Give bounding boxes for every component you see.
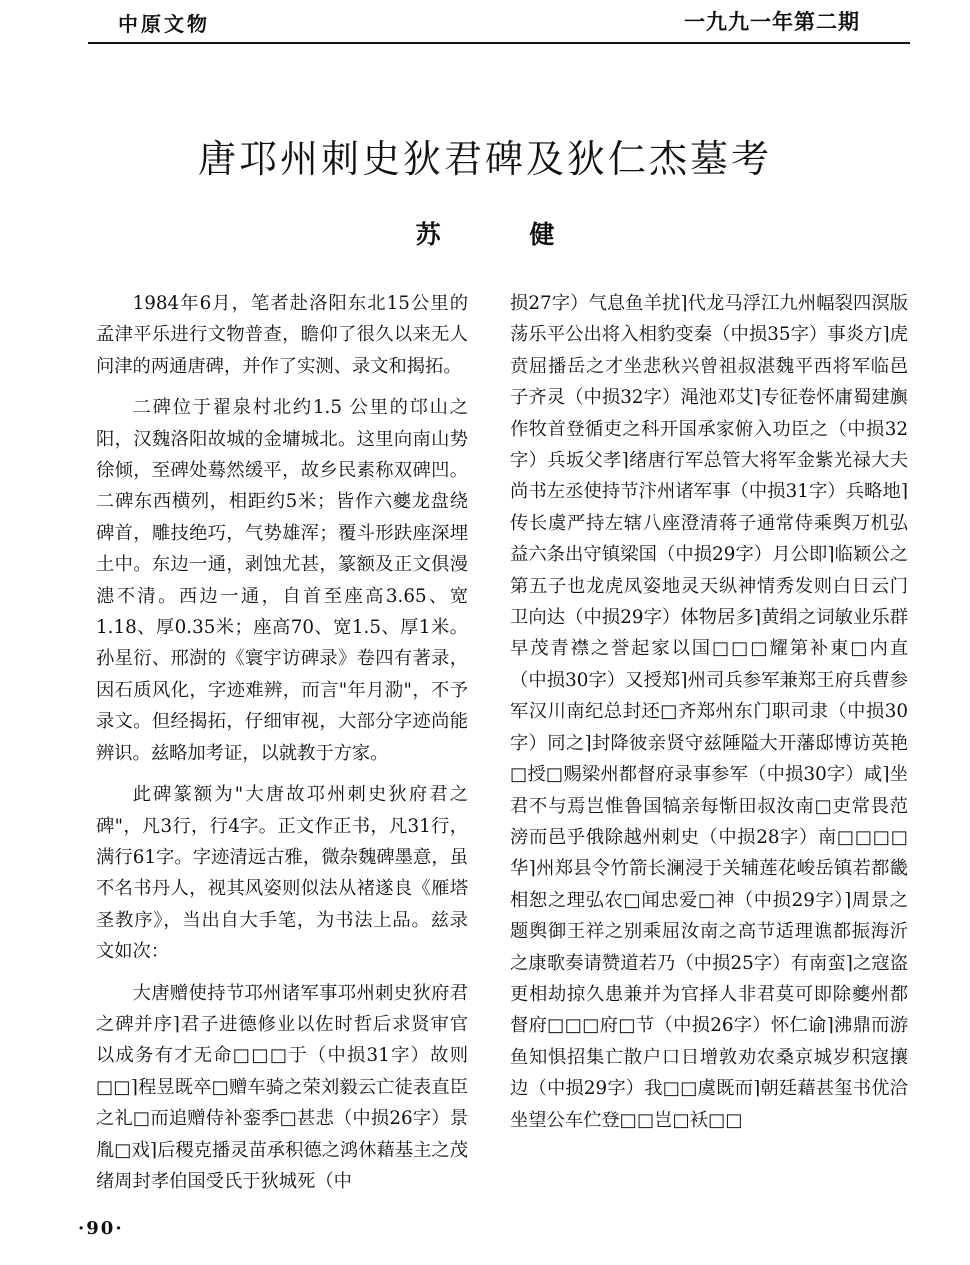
paragraph: 二碑位于翟泉村北约1.5 公里的邙山之阳，汉魏洛阳故城的金墉城北。这里向南山势徐倾，至碑处蓦然缓平，故乡民素称双碑凹。二碑东西横列，相距约5米；皆作六夔龙盘绕碑首，雕技绝巧，气势雄浑；覆斗形趺座深埋土中。东边一通，剥蚀尤甚，篆额及正文俱漫漶不清。西边一通，自首至座高3.65、宽1.18、厚0.35米；座高70、宽1.5、厚1米。孙星衍、邢澍的《寰宇访碑录》卷四有著录，因石质风化，字迹难辨，而言"年月泐"，不予录文。但经揭拓，仔细审视，大部分字迹尚能辨识。兹略加考证，以就教于方家。 (96, 397, 468, 764)
issue-label: 一九九一年第二期 (684, 10, 860, 34)
article-title: 唐邛州刺史狄君碑及狄仁杰墓考 (197, 137, 772, 181)
page-number: ·90· (78, 1218, 124, 1239)
paragraph: 1984年6月，笔者赴洛阳东北15公里的孟津平乐进行文物普查，瞻仰了很久以来无人问津的两通唐碑，并作了实测、录文和揭拓。 (96, 293, 468, 377)
author-name: 苏 健 (415, 220, 595, 249)
inscription-text: 大唐赠使持节邛州诸军事邛州刺史狄府君之碑并序⌉君子进德修业以佐时哲后求贤审官以成务有才无命□□□于（中损31字）故则□□⌉程昱既卒□赠车骑之荣刘毅云亡徒表直臣之礼□而追赠侍补銮季□甚悲（中损26字）景胤□戏⌉后稷克播灵苗承积德之鸿休藉基主之茂绪周封孝伯国受氏于狄城死（中 (96, 982, 468, 1192)
paragraph: 此碑篆额为"大唐故邛州刺史狄府君之碑"，凡3行，行4字。正文作正书，凡31行，满行61字。字迹清远古雅，微杂魏碑墨意，虽不名书丹人，视其风姿则似法从褚遂良《雁塔圣教序》，当出自大手笔，为书法上品。兹录文如次： (96, 784, 468, 963)
right-column (510, 288, 908, 1136)
header-divider (88, 42, 910, 44)
inscription-text-continued: 损27字）气息鱼羊扰⌉代龙马浮江九州幅裂四溟版荡乐平公出将入相豹变秦（中损35字）事炎方⌉虎贲屈播岳之才坐悲秋兴曾祖叔湛魏平西将军临邑子齐灵（中损32字）渑池邓艾⌉专征卷怀庸蜀建旟作牧首登循吏之科开国承家俯入功臣之（中损32字）兵坂父孝⌉绪唐行军总管大将军金紫光禄大夫尚书左丞使持节汴州诸军事（中损31字）兵略地⌉传长虞严持左辖八座澄清蒋子通常侍乘舆万机弘益六条出守镇梁国（中损29字）月公即⌉临颖公之第五子也龙虎凤姿地灵天纵神情秀发则白日云门卫向达（中损29字）体物居多⌉黄绢之词敏业乐群早茂青襟之誉起家以国□□□耀第补東□内直（中损30字）又授郑⌉州司兵参军兼郑王府兵曹参军汉川南纪总封还□齐郑州东门职司隶（中损30字）同之⌉封降彼亲贤守兹陲隘大开藩邸博访英艳□授□赐梁州都督府录事参军（中损30字）咸⌉坐君不与焉岂惟鲁国犒亲每惭田叔汝南□吏常畏范滂而邑乎俄除越州刺史（中损28字）南□□□□华⌉州郑县令竹箭长澜浸于关辅莲花峻岳镇若都畿相恕之理弘农□闻忠爱□神（中损29字）⌉周景之题舆御王祥之别乘屈汝南之高节适理谯都振海沂之康歌奏请赞道若乃（中损25字）有南蛮⌉之寇盗更相劫掠久患兼并为官择人非君莫可即除夔州都督府□□□府□节（中损26字）怀仁谕⌉沸鼎而游鱼知惧招集亡散户口日增敦劝农桑京城岁积寇攘边（中损29字）我□□虞既而⌉朝廷藉甚玺书优洽坐望公车伫登□□岂□袄□□ (510, 293, 908, 1131)
left-column (96, 288, 468, 1197)
journal-name: 中原文物 (118, 12, 210, 36)
